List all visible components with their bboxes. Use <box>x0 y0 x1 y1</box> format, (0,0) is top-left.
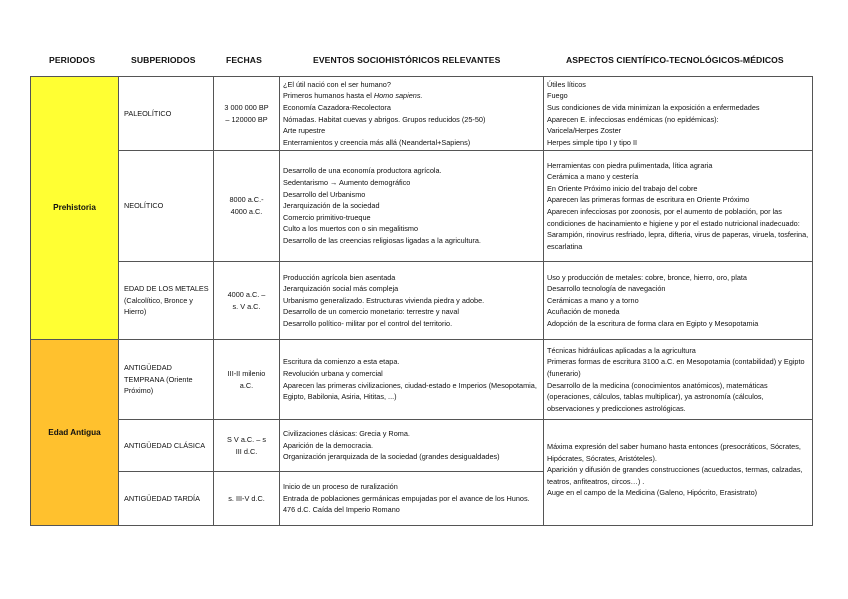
events-temprana: Escritura da comienzo a esta etapa. Revolución urbana y comercial Aparecen las primeras civilizaciones, ciudad-estado e Imperios (Mesopotamia, Egipto, Babilonia, Asiria, Hititas, ...) <box>280 340 544 420</box>
events-neolitico: Desarrollo de una economía productora agrícola. Sedentarismo → Aumento demográfico Desarrollo del Urbanismo Jerarquización de la sociedad Comercio primitivo-trueque Culto a los muertos con o sin megalitismo Desarrollo de las creencias religiosas ligadas a la agricultura. <box>280 151 544 262</box>
subperiod-clasica: ANTIGÜEDAD CLÁSICA <box>119 420 214 472</box>
aspects-temprana: Técnicas hidráulicas aplicadas a la agricultura Primeras formas de escritura 3100 a.C. en Mesopotamia (contabilidad) y Egipto (funerario) Desarrollo de la medicina (conocimientos anatómicos), matemáticas (operaciones, cálculos, tablas multiplicar), ya astronomía (cálculos, observaciones y predicciones astrológicas. <box>544 340 813 420</box>
aspects-clasica-tardia: Máxima expresión del saber humano hasta entonces (presocráticos, Sócrates, Hipócrates, Sócrates, Aristóteles). Aparición y difusión de grandes construcciones (acueductos, termas, calzadas, teatros, anfiteatros, circos…) . Auge en el campo de la Medicina (Galeno, Hipócrito, Erasistrato) <box>544 420 813 526</box>
period-prehistoria: Prehistoria <box>31 77 119 340</box>
header-subperiodos: SUBPERIODOS <box>131 55 196 65</box>
header-periodos: PERIODOS <box>49 55 96 65</box>
table-row <box>31 340 813 420</box>
events-tardia: Inicio de un proceso de ruralización Entrada de poblaciones germánicas empujadas por el avance de los Hunos. 476 d.C. Caída del Imperio Romano <box>280 472 544 526</box>
date-tardia: s. III-V d.C. <box>214 472 280 526</box>
subperiod-metales: EDAD DE LOS METALES (Calcolítico, Bronce y Hierro) <box>119 262 214 340</box>
table-row <box>31 151 813 262</box>
date-temprana: III-II milenio a.C. <box>214 340 280 420</box>
date-neolitico: 8000 a.C.- 4000 a.C. <box>214 151 280 262</box>
date-paleolitico: 3 000 000 BP – 120000 BP <box>214 77 280 151</box>
aspects-paleolitico: Útiles líticos Fuego Sus condiciones de vida minimizan la exposición a enfermedades Aparecen E. infecciosas endémicas (no epidémicas): Varicela/Herpes Zoster Herpes simple tipo I y tipo II <box>544 77 813 151</box>
header-fechas: FECHAS <box>226 55 262 65</box>
subperiod-paleolitico: PALEOLÍTICO <box>119 77 214 151</box>
header-eventos: EVENTOS SOCIOHISTÓRICOS RELEVANTES <box>313 55 501 65</box>
table-row <box>31 262 813 340</box>
date-clasica: S V a.C. – s III d.C. <box>214 420 280 472</box>
header-aspectos: ASPECTOS CIENTÍFICO-TECNOLÓGICOS-MÉDICOS <box>566 55 784 65</box>
table-row <box>31 420 813 472</box>
aspects-metales: Uso y producción de metales: cobre, bronce, hierro, oro, plata Desarrollo tecnología de navegación Cerámicas a mano y a torno Acuñación de moneda Adopción de la escritura de forma clara en Egipto y Mesopotamia <box>544 262 813 340</box>
subperiod-neolitico: NEOLÍTICO <box>119 151 214 262</box>
events-metales: Producción agrícola bien asentada Jerarquización social más compleja Urbanismo generalizado. Estructuras vivienda piedra y adobe. Desarrollo de un comercio monetario: terrestre y naval Desarrollo político- militar por el control del territorio. <box>280 262 544 340</box>
events-paleolitico: ¿El útil nació con el ser humano? Primeros humanos hasta el Homo sapiens. Economía Cazadora-Recolectora Nómadas. Habitat cuevas y abrigos. Grupos reducidos (25-50) Arte rupestre Enterramientos y creencia más allá (Neandertal+Sapiens) <box>280 77 544 151</box>
history-table <box>30 76 813 526</box>
subperiod-temprana: ANTIGÜEDAD TEMPRANA (Oriente Próximo) <box>119 340 214 420</box>
events-clasica: Civilizaciones clásicas: Grecia y Roma. Aparición de la democracia. Organización jerarquizada de la sociedad (grandes desigualdades) <box>280 420 544 472</box>
aspects-neolitico: Herramientas con piedra pulimentada, lítica agraria Cerámica a mano y cestería En Oriente Próximo inicio del trabajo del cobre Aparecen las primeras formas de escritura en Oriente Próximo Aparecen infecciosas por zoonosis, por el aumento de población, por las condiciones de hacinamiento e higiene y por el estado nutricional inadecuado: Sarampión, rinovirus resfriado, lepra, difteria, virus de paperas, viruela, tosferina, escarlatina <box>544 151 813 262</box>
subperiod-tardia: ANTIGÜEDAD TARDÍA <box>119 472 214 526</box>
table-row <box>31 77 813 151</box>
period-edad-antigua: Edad Antigua <box>31 340 119 526</box>
date-metales: 4000 a.C. – s. V a.C. <box>214 262 280 340</box>
